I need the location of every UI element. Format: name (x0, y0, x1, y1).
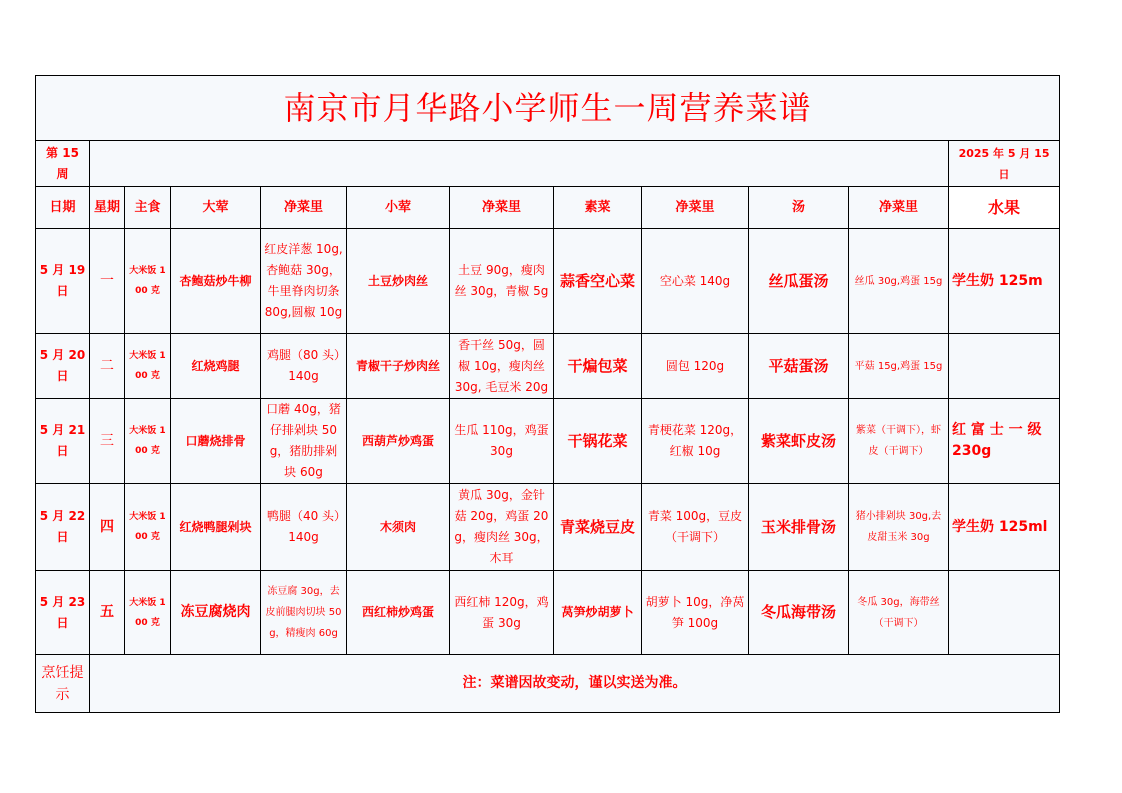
side-dish: 西红柿炒鸡蛋 (347, 571, 450, 655)
side-dish: 土豆炒肉丝 (347, 229, 450, 334)
column-header: 汤 (749, 187, 849, 229)
main-ingredients: 红皮洋葱 10g,杏鲍菇 30g，牛里脊肉切条 80g,圆椒 10g (261, 229, 347, 334)
veg-dish: 蒜香空心菜 (554, 229, 642, 334)
column-header: 净菜里 (642, 187, 749, 229)
staple-cell: 大米饭 100 克 (125, 334, 171, 399)
side-dish: 青椒干子炒肉丝 (347, 334, 450, 399)
soup-ingredients: 平菇 15g,鸡蛋 15g (849, 334, 949, 399)
table-row (36, 229, 1060, 334)
fruit-cell (949, 334, 1060, 399)
menu-date: 2025 年 5 月 15 日 (949, 141, 1060, 187)
veg-ingredients: 青菜 100g，豆皮（干调下） (642, 484, 749, 571)
column-header: 大荤 (171, 187, 261, 229)
veg-dish: 莴笋炒胡萝卜 (554, 571, 642, 655)
blank-cell (90, 141, 949, 187)
date-cell: 5 月 23 日 (36, 571, 90, 655)
column-header: 净菜里 (261, 187, 347, 229)
veg-ingredients: 空心菜 140g (642, 229, 749, 334)
soup-ingredients: 丝瓜 30g,鸡蛋 15g (849, 229, 949, 334)
side-ingredients: 香干丝 50g，圆椒 10g，瘦肉丝 30g, 毛豆米 20g (450, 334, 554, 399)
main-dish: 红烧鸡腿 (171, 334, 261, 399)
side-ingredients: 生瓜 110g，鸡蛋 30g (450, 399, 554, 484)
table-row (36, 399, 1060, 484)
main-dish: 杏鲍菇炒牛柳 (171, 229, 261, 334)
column-header: 净菜里 (849, 187, 949, 229)
cooking-tip-note: 注：菜谱因故变动，谨以实送为准。 (90, 655, 1060, 713)
column-header: 日期 (36, 187, 90, 229)
week-label: 第 15 周 (36, 141, 90, 187)
staple-cell: 大米饭 100 克 (125, 229, 171, 334)
table-row (36, 571, 1060, 655)
column-header: 素菜 (554, 187, 642, 229)
fruit-cell: 学生奶 125ml (949, 484, 1060, 571)
soup-dish: 紫菜虾皮汤 (749, 399, 849, 484)
main-dish: 口蘑烧排骨 (171, 399, 261, 484)
page-title: 南京市月华路小学师生一周营养菜谱 (36, 76, 1060, 141)
cooking-tip-label: 烹饪提示 (36, 655, 90, 713)
main-ingredients: 口蘑 40g，猪仔排剁块 50g，猪肋排剁块 60g (261, 399, 347, 484)
veg-dish: 干煸包菜 (554, 334, 642, 399)
soup-dish: 平菇蛋汤 (749, 334, 849, 399)
date-cell: 5 月 19 日 (36, 229, 90, 334)
main-dish: 冻豆腐烧肉 (171, 571, 261, 655)
weekday-cell: 一 (90, 229, 125, 334)
side-ingredients: 黄瓜 30g，金针菇 20g，鸡蛋 20g，瘦肉丝 30g，木耳 (450, 484, 554, 571)
weekday-cell: 二 (90, 334, 125, 399)
soup-ingredients: 紫菜（干调下），虾皮（干调下） (849, 399, 949, 484)
table-row (36, 484, 1060, 571)
weekday-cell: 四 (90, 484, 125, 571)
weekday-cell: 五 (90, 571, 125, 655)
side-dish: 西葫芦炒鸡蛋 (347, 399, 450, 484)
column-header: 净菜里 (450, 187, 554, 229)
main-ingredients: 冻豆腐 30g，去皮前腿肉切块 50g，精瘦肉 60g (261, 571, 347, 655)
column-header: 星期 (90, 187, 125, 229)
soup-dish: 玉米排骨汤 (749, 484, 849, 571)
column-header: 水果 (949, 187, 1060, 229)
soup-ingredients: 猪小排剁块 30g,去皮甜玉米 30g (849, 484, 949, 571)
weekday-cell: 三 (90, 399, 125, 484)
menu-table (35, 75, 1060, 713)
staple-cell: 大米饭 100 克 (125, 399, 171, 484)
column-header: 主食 (125, 187, 171, 229)
staple-cell: 大米饭 100 克 (125, 484, 171, 571)
veg-dish: 青菜烧豆皮 (554, 484, 642, 571)
fruit-cell (949, 571, 1060, 655)
main-dish: 红烧鸭腿剁块 (171, 484, 261, 571)
date-cell: 5 月 22 日 (36, 484, 90, 571)
side-dish: 木须肉 (347, 484, 450, 571)
fruit-cell: 学生奶 125m (949, 229, 1060, 334)
veg-dish: 干锅花菜 (554, 399, 642, 484)
date-cell: 5 月 21 日 (36, 399, 90, 484)
veg-ingredients: 圆包 120g (642, 334, 749, 399)
side-ingredients: 土豆 90g，瘦肉丝 30g，青椒 5g (450, 229, 554, 334)
fruit-cell: 红 富 士 一 级 230g (949, 399, 1060, 484)
veg-ingredients: 胡萝卜 10g，净莴笋 100g (642, 571, 749, 655)
table-row (36, 334, 1060, 399)
staple-cell: 大米饭 100 克 (125, 571, 171, 655)
soup-ingredients: 冬瓜 30g，海带丝（干调下） (849, 571, 949, 655)
main-ingredients: 鸡腿（80 头）140g (261, 334, 347, 399)
date-cell: 5 月 20 日 (36, 334, 90, 399)
main-ingredients: 鸭腿（40 头）140g (261, 484, 347, 571)
veg-ingredients: 青梗花菜 120g，红椒 10g (642, 399, 749, 484)
column-header: 小荤 (347, 187, 450, 229)
soup-dish: 丝瓜蛋汤 (749, 229, 849, 334)
soup-dish: 冬瓜海带汤 (749, 571, 849, 655)
side-ingredients: 西红柿 120g，鸡蛋 30g (450, 571, 554, 655)
